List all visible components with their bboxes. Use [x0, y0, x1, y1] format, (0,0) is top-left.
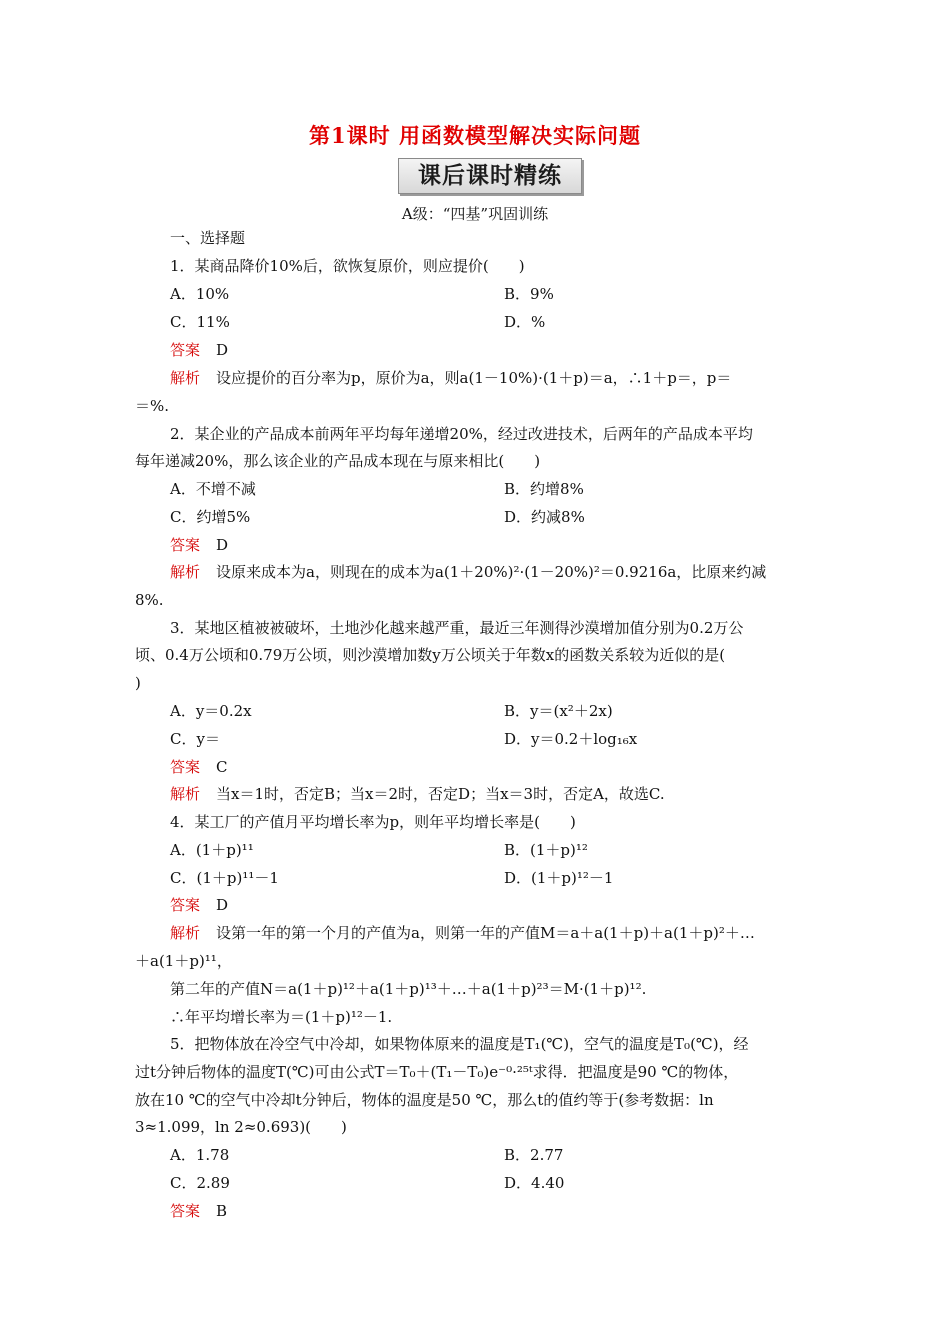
question-5-stem-line4: 3≈1.099，ln 2≈0.693)( ) [135, 1118, 347, 1136]
question-1-option-b: B．9% [504, 285, 554, 303]
question-2-analysis-cont: 8%. [135, 591, 164, 609]
practice-banner-label: 课后课时精练 [418, 162, 562, 189]
question-4-analysis-cont: ＋a(1＋p)¹¹， [135, 952, 232, 970]
question-5-answer [170, 1201, 227, 1221]
question-2-option-c: C．约增5% [170, 508, 251, 526]
question-5-option-b: B．2.77 [504, 1146, 564, 1164]
question-2-analysis [170, 562, 766, 582]
question-4-analysis-line4: ∴年平均增长率为＝(1＋p)¹²－1. [170, 1008, 393, 1026]
question-2-option-b: B．约增8% [504, 480, 584, 498]
question-1-option-c: C．11% [170, 313, 230, 331]
analysis-text: 设原来成本为a，则现在的成本为a(1＋20%)²·(1－20%)²＝0.9216a，比原来约减 [216, 563, 767, 581]
answer-label: 答案 [170, 341, 201, 359]
section-heading: 一、选择题 [170, 229, 246, 247]
question-1-analysis-cont: ＝%. [135, 397, 170, 415]
question-4-option-c: C．(1＋p)¹¹－1 [170, 869, 279, 887]
question-5-stem-line2: 过t分钟后物体的温度T(℃)可由公式T＝T₀＋(T₁－T₀)e⁻⁰·²⁵ᵗ求得．把温度是90 ℃的物体， [135, 1063, 739, 1081]
question-1-answer [170, 340, 228, 360]
question-4-option-a: A．(1＋p)¹¹ [170, 841, 254, 859]
question-2-option-a: A．不增不减 [170, 480, 256, 498]
analysis-label: 解析 [170, 785, 201, 803]
question-4-answer [170, 895, 228, 915]
question-5-option-d: D．4.40 [504, 1174, 565, 1192]
question-3-stem-end: ) [135, 674, 141, 692]
question-2-answer [170, 535, 228, 555]
answer-value: D [216, 896, 229, 914]
question-3-stem: 3．某地区植被被破坏，土地沙化越来越严重，最近三年测得沙漠增加值分别为0.2万公 [170, 619, 744, 637]
analysis-label: 解析 [170, 563, 201, 581]
practice-banner [398, 158, 582, 194]
question-4-option-d: D．(1＋p)¹²－1 [504, 869, 614, 887]
question-3-analysis [170, 784, 665, 804]
answer-label: 答案 [170, 896, 201, 914]
answer-value: C [216, 758, 228, 776]
analysis-text: 设第一年的第一个月的产值为a，则第一年的产值M＝a＋a(1＋p)＋a(1＋p)²＋… [216, 924, 755, 942]
question-5-option-c: C．2.89 [170, 1174, 230, 1192]
question-3-stem-cont: 顷、0.4万公顷和0.79万公顷，则沙漠增加数y万公顷关于年数x的函数关系较为近似的是( [135, 646, 726, 664]
answer-value: D [216, 536, 229, 554]
question-4-stem: 4．某工厂的产值月平均增长率为p，则年平均增长率是( ) [170, 813, 576, 831]
question-3-option-d: D．y＝0.2＋log₁₆x [504, 730, 638, 748]
question-2-stem-cont: 每年递减20%，那么该企业的产品成本现在与原来相比( ) [135, 452, 541, 470]
question-5-stem-line3: 放在10 ℃的空气中冷却t分钟后，物体的温度是50 ℃，那么t的值约等于(参考数据：ln [135, 1091, 714, 1109]
question-1-option-a: A．10% [170, 285, 230, 303]
question-1-stem: 1．某商品降价10%后，欲恢复原价，则应提价( ) [170, 257, 525, 275]
analysis-text: 当x＝1时，否定B；当x＝2时，否定D；当x＝3时，否定A，故选C. [216, 785, 665, 803]
question-1-analysis [170, 368, 731, 388]
question-3-answer [170, 757, 228, 777]
lesson-title: 第1课时 用函数模型解决实际问题 [309, 123, 641, 148]
answer-label: 答案 [170, 536, 201, 554]
answer-label: 答案 [170, 758, 201, 776]
answer-value: B [216, 1202, 228, 1220]
question-4-option-b: B．(1＋p)¹² [504, 841, 588, 859]
question-5-option-a: A．1.78 [170, 1146, 230, 1164]
answer-label: 答案 [170, 1202, 201, 1220]
question-2-option-d: D．约减8% [504, 508, 585, 526]
question-4-analysis-line3: 第二年的产值N＝a(1＋p)¹²＋a(1＋p)¹³＋…＋a(1＋p)²³＝M·(1＋p)¹². [170, 980, 647, 998]
question-4-analysis [170, 923, 755, 943]
analysis-label: 解析 [170, 924, 201, 942]
question-3-option-c: C．y＝ [170, 730, 220, 748]
question-3-option-b: B．y＝(x²＋2x) [504, 702, 613, 720]
question-5-stem: 5．把物体放在冷空气中冷却，如果物体原来的温度是T₁(℃)，空气的温度是T₀(℃)，经 [170, 1035, 749, 1053]
analysis-label: 解析 [170, 369, 201, 387]
question-1-option-d: D．% [504, 313, 546, 331]
question-3-option-a: A．y＝0.2x [170, 702, 252, 720]
answer-value: D [216, 341, 229, 359]
level-heading: A级：“四基”巩固训练 [401, 205, 549, 223]
question-2-stem: 2．某企业的产品成本前两年平均每年递增20%，经过改进技术，后两年的产品成本平均 [170, 425, 753, 443]
analysis-text: 设应提价的百分率为p，原价为a，则a(1－10%)·(1＋p)＝a，∴1＋p＝，p＝ [216, 369, 732, 387]
